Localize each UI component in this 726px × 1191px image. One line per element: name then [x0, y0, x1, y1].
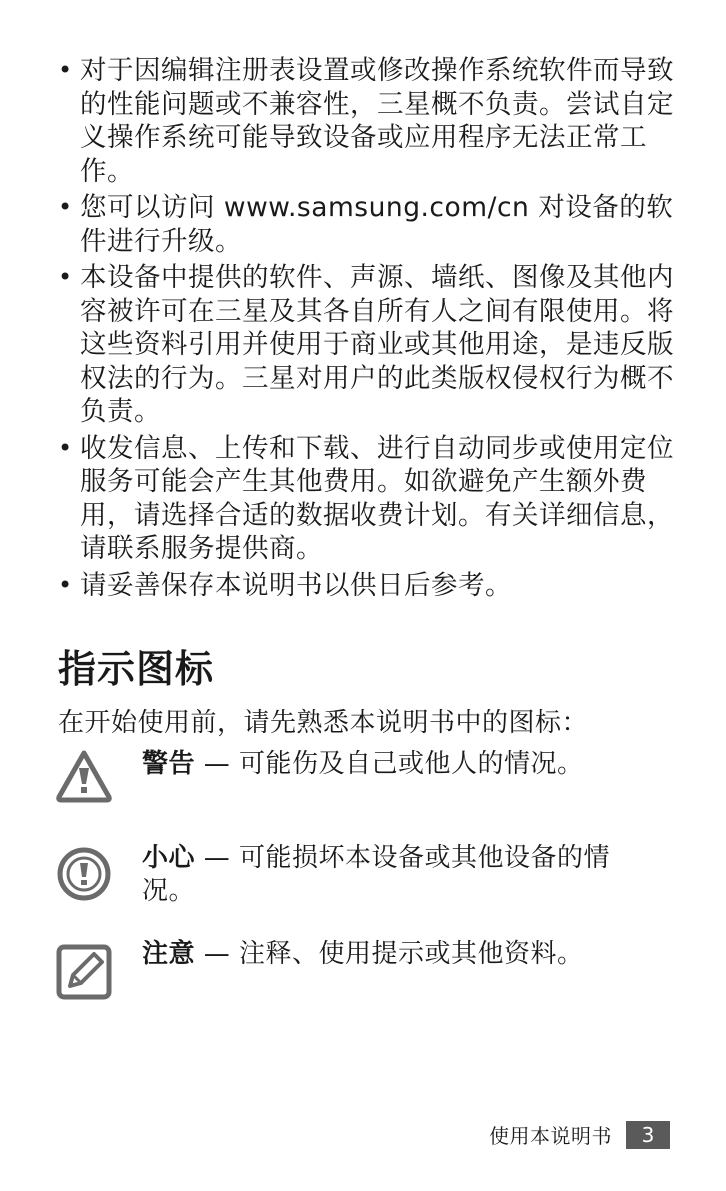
warning-desc: — 可能伤及自己或他人的情况。 [195, 749, 584, 779]
bullet-dot: • [58, 193, 73, 221]
list-item [56, 432, 676, 566]
list-item [56, 54, 676, 188]
bullet-dot: • [58, 263, 73, 291]
caution-text [142, 842, 642, 908]
bullet-text: 您可以访问 www.samsung.com/cn 对设备的软件进行升级。 [80, 192, 674, 257]
list-item [56, 261, 676, 429]
caution-circle-icon [56, 846, 112, 902]
list-item [56, 191, 676, 258]
bullet-text: 请妥善保存本说明书以供日后参考。 [80, 569, 512, 601]
bullet-dot: • [58, 570, 73, 599]
bullet-text: 收发信息、上传和下载、进行自动同步或使用定位服务可能会产生其他费用。如欲避免产生额外费用，请选择合适的数据收费计划。有关详细信息，请联系服务提供商。 [80, 432, 674, 564]
bullet-dot: • [58, 433, 73, 462]
bullet-list [56, 54, 676, 605]
note-pencil-icon [56, 944, 112, 1000]
note-text [142, 938, 642, 1000]
bullet-dot: • [58, 56, 73, 84]
warning-text [142, 748, 642, 804]
page-footer [489, 1120, 670, 1149]
footer-title: 使用本说明书 [489, 1124, 612, 1148]
note-term: 注意 [142, 939, 196, 969]
note-desc: — 注释、使用提示或其他资料。 [195, 939, 584, 969]
bullet-text: 对于因编辑注册表设置或修改操作系统软件而导致的性能问题或不兼容性，三星概不负责。尝试自定义操作系统可能导致设备或应用程序无法正常工作。 [80, 55, 674, 187]
caution-desc: — 可能损坏本设备或其他设备的情况。 [142, 843, 611, 906]
caution-row [56, 842, 656, 908]
warning-triangle-icon [56, 748, 112, 804]
section-intro: 在开始使用前，请先熟悉本说明书中的图标： [58, 708, 589, 738]
warning-row [56, 748, 656, 804]
page-number: 3 [626, 1121, 670, 1149]
caution-term: 小心 [142, 843, 196, 873]
list-item [56, 569, 676, 603]
bullet-text: 本设备中提供的软件、声源、墙纸、图像及其他内容被许可在三星及其各自所有人之间有限使用。将这些资料引用并使用于商业或其他用途，是违反版权法的行为。三星对用户的此类版权侵权行为概不负责。 [80, 262, 674, 427]
section-title: 指示图标 [58, 647, 215, 691]
warning-term: 警告 [142, 749, 196, 779]
note-row [56, 938, 656, 1000]
